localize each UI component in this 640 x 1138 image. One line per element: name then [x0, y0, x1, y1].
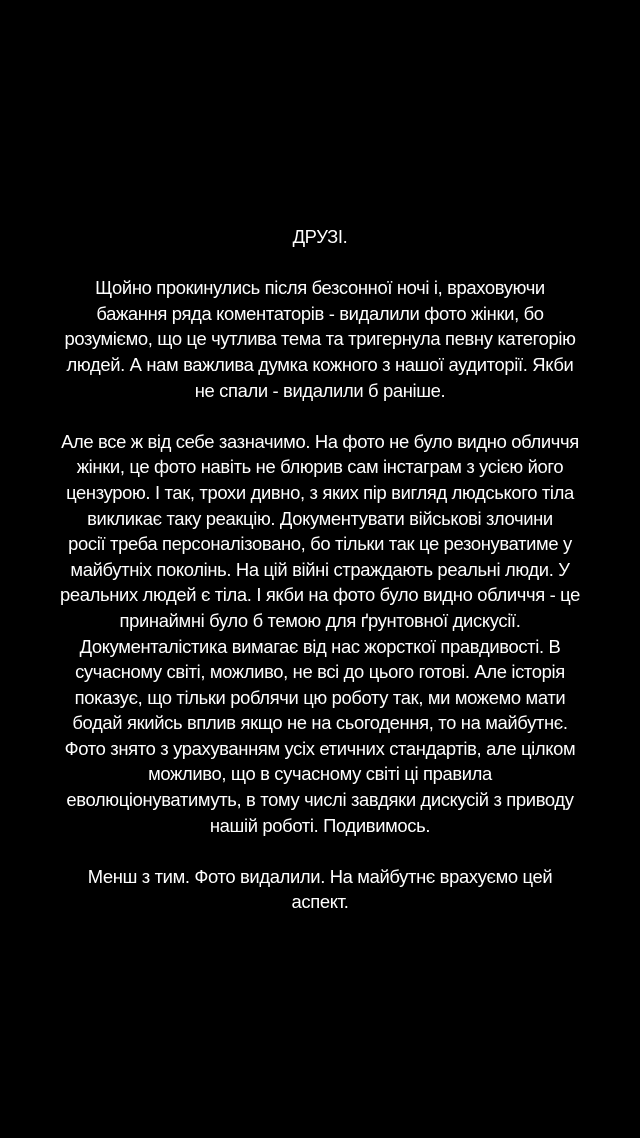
text-line: реальних людей є тіла. І якби на фото було видно обличчя - це — [60, 584, 580, 606]
text-line: жінки, це фото навіть не блюрив сам інстаграм з усією його — [76, 456, 564, 478]
text-line: цензурою. І так, трохи дивно, з яких пір вигляд людського тіла — [66, 481, 574, 503]
text-line: майбутніх поколінь. На цій війні страждають реальні люди. У — [70, 558, 570, 580]
text-line: бодай якийсь вплив якщо не на сьогодення, то на майбутнє. — [72, 712, 568, 734]
text-line: викликає таку реакцію. Документувати військові злочини — [87, 507, 553, 529]
text-line: не спали - видалили б раніше. — [194, 379, 446, 401]
text-line: аспект. — [291, 891, 349, 913]
text-line: Фото знято з урахуванням усіх етичних стандартів, але цілком — [64, 737, 576, 759]
paragraph-2 — [36, 429, 604, 839]
story-heading — [36, 224, 604, 250]
paragraph-3 — [36, 864, 604, 915]
text-line: бажання ряда коментаторів - видалили фото жінки, бо — [96, 302, 544, 324]
text-line: людей. А нам важлива думка кожного з нашої аудиторії. Якби — [66, 353, 574, 375]
text-line: Щойно прокинулись після безсонної ночі і, враховуючи — [95, 277, 545, 299]
text-line: Менш з тим. Фото видалили. На майбутнє врахуємо цей — [87, 865, 553, 887]
text-line: Але все ж від себе зазначимо. На фото не було видно обличчя — [61, 430, 579, 452]
text-line: можливо, що в сучасному світі ці правила — [148, 763, 492, 785]
paragraph-1 — [36, 275, 604, 403]
text-line: Документалістика вимагає від нас жорсткої правдивості. В — [79, 635, 561, 657]
text-line: принаймні було б темою для ґрунтовної дискусії. — [119, 609, 521, 631]
text-line: росії треба персоналізовано, бо тільки так це резонуватиме у — [68, 533, 572, 555]
text-line: розуміємо, що це чутлива тема та тригернула певну категорію — [64, 328, 576, 350]
heading-line: ДРУЗІ. — [292, 226, 348, 247]
story-text-block — [0, 224, 640, 915]
text-line: еволюціонуватимуть, в тому числі завдяки дискусій з приводу — [66, 789, 574, 811]
text-line: сучасному світі, можливо, не всі до цього готові. Але історія — [75, 661, 565, 683]
text-line: показує, що тільки роблячи цю роботу так, ми можемо мати — [74, 686, 566, 708]
text-line: нашій роботі. Подивимось. — [209, 814, 431, 836]
